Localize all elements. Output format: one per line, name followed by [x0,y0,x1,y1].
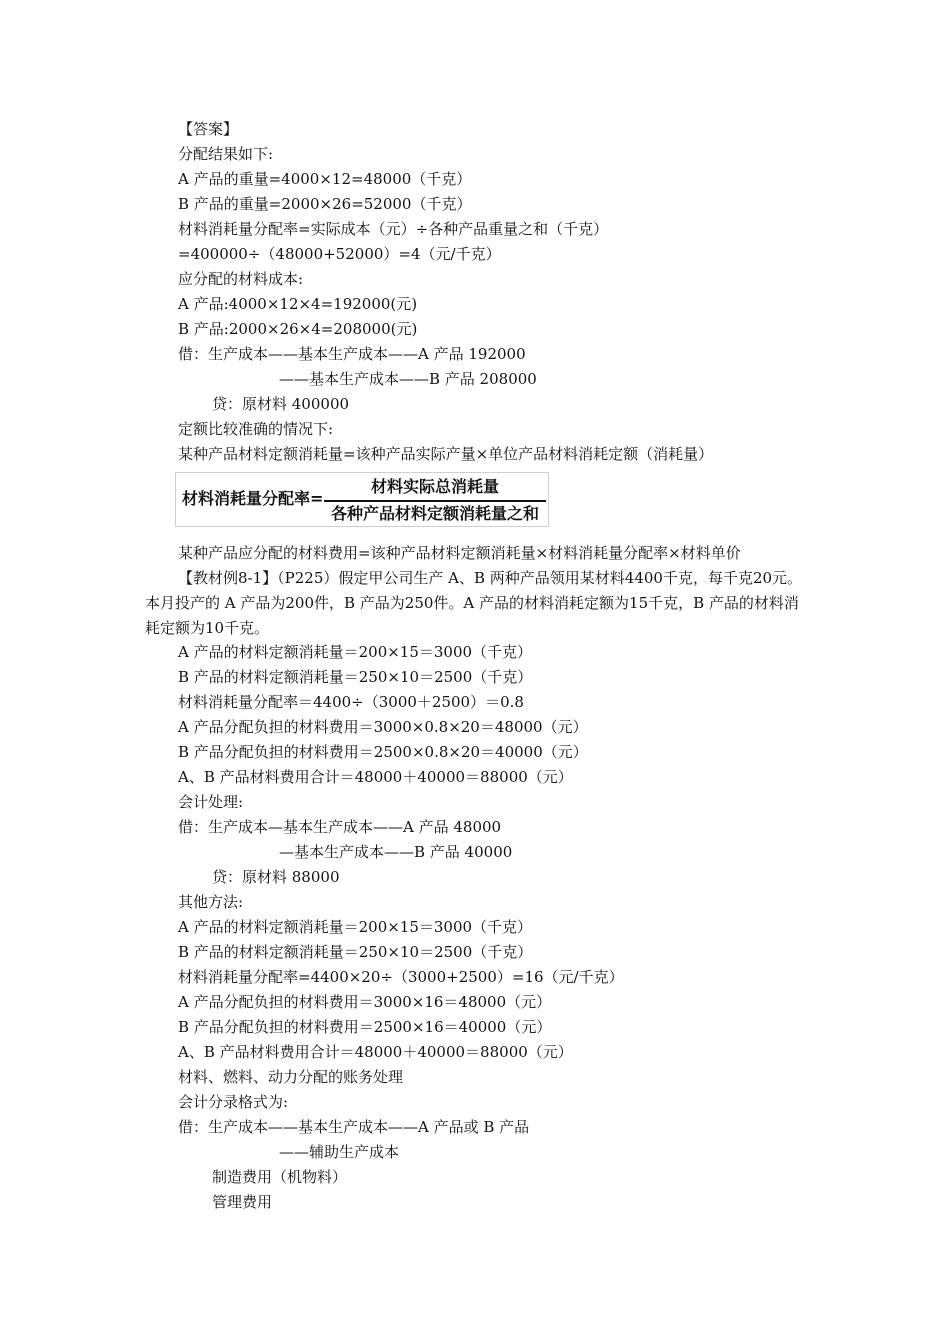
text-line: 应分配的材料成本: [178,270,304,288]
text-line: B 产品分配负担的材料费用＝2500×16＝40000（元） [178,1018,552,1036]
formula-numerator: 材料实际总消耗量 [370,477,499,496]
answer-heading: 【答案】 [178,120,239,138]
text-line: 定额比较准确的情况下: [178,420,334,438]
text-line: =400000÷（48000+52000）=4（元/千克） [178,245,501,263]
text-line: 材料消耗量分配率=实际成本（元）÷各种产品重量之和（千克） [178,220,609,238]
text-line: 某种产品应分配的材料费用=该种产品材料定额消耗量×材料消耗量分配率×材料单价 [178,544,741,562]
text-line: A 产品的重量=4000×12=48000（千克） [178,170,472,188]
text-line: A、B 产品材料费用合计＝48000＋40000＝88000（元） [178,768,573,786]
journal-debit-subline: ——基本生产成本——B 产品 208000 [279,370,537,388]
text-line: A 产品的材料定额消耗量＝200×15＝3000（千克） [178,918,533,936]
journal-debit-line: 借：生产成本—基本生产成本——A 产品 48000 [178,818,502,836]
text-line: A 产品分配负担的材料费用＝3000×16＝48000（元） [178,993,552,1011]
journal-credit-line: 贷：原材料 88000 [212,868,340,886]
text-line: A、B 产品材料费用合计＝48000＋40000＝88000（元） [178,1043,573,1061]
formula-denominator: 各种产品材料定额消耗量之和 [330,504,539,523]
journal-debit-subline: —基本生产成本——B 产品 40000 [279,843,513,861]
text-line: B 产品的材料定额消耗量＝250×10＝2500（千克） [178,943,533,961]
example-paragraph: 【教材例8-1】（P225）假定甲公司生产 A、B 两种产品领用某材料4400千克，每千克20元。本月投产的 A 产品为200件，B 产品为250件。A 产品的材料消耗定额为15千克，B 产品的材料消耗定额为10千克。 [145,569,803,637]
formula-image [175,472,549,527]
text-line: 材料消耗量分配率＝4400÷（3000＋2500）＝0.8 [178,693,524,711]
text-line: B 产品:2000×26×4=208000(元) [178,320,418,338]
text-line: A 产品:4000×12×4=192000(元) [178,295,418,313]
journal-debit-line: 借：生产成本——基本生产成本——A 产品 192000 [178,345,526,363]
text-line: 材料消耗量分配率=4400×20÷（3000+2500）=16（元/千克） [178,968,624,986]
text-line: 会计处理: [178,793,244,811]
text-line: B 产品分配负担的材料费用＝2500×0.8×20＝40000（元） [178,743,588,761]
fraction-bar [324,500,546,502]
text-line: A 产品的材料定额消耗量＝200×15＝3000（千克） [178,643,533,661]
journal-debit-item: 管理费用 [212,1193,273,1211]
text-line: 分配结果如下: [178,145,274,163]
journal-debit-item: 制造费用（机物料） [212,1168,348,1186]
text-line: 某种产品材料定额消耗量=该种产品实际产量×单位产品材料消耗定额（消耗量） [178,445,714,463]
journal-debit-line: 借：生产成本——基本生产成本——A 产品或 B 产品 [178,1118,530,1136]
text-line: 会计分录格式为: [178,1093,289,1111]
journal-credit-line: 贷：原材料 400000 [212,395,350,413]
text-line: A 产品分配负担的材料费用＝3000×0.8×20＝48000（元） [178,718,588,736]
text-line: 其他方法: [178,893,244,911]
text-line: B 产品的重量=2000×26=52000（千克） [178,195,472,213]
text-line: B 产品的材料定额消耗量＝250×10＝2500（千克） [178,668,533,686]
text-line: 材料、燃料、动力分配的账务处理 [178,1068,404,1086]
formula-left-side: 材料消耗量分配率= [182,489,324,508]
journal-debit-subline: ——辅助生产成本 [279,1143,400,1161]
